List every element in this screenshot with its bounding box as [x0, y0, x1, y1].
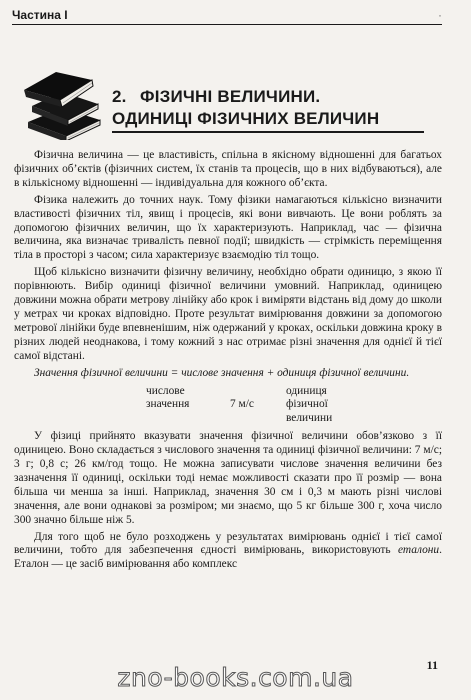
formula-cell	[230, 385, 286, 399]
formula-example-table	[146, 385, 442, 427]
chapter-title	[112, 86, 452, 130]
paragraph-definition: Фізична величина — це властивість, спільна в якісному відношенні для багатьох фізичних об’єктів (фізичних систем, їх станів та процесів, що в них відбуваються), але в кількісному відношенні — індивідуальна для кожного об’єкта.	[14, 149, 442, 189]
formula-statement: Значення фізичної величини = числове значення + одиниця фізичної величини.	[34, 366, 410, 379]
formula-cell: величини	[286, 412, 333, 425]
chapter-body	[14, 149, 442, 575]
formula-cell: одиниця	[286, 384, 327, 397]
title-underline	[112, 131, 424, 133]
formula-cell	[230, 412, 286, 426]
page-number: 11	[426, 658, 438, 672]
paragraph-formula	[14, 367, 442, 381]
etalon-term: еталони	[398, 544, 440, 557]
etalon-text-before: Для того щоб не було розходжень у результатах вимірювань однієї і тієї самої величини, тобто для забезпечення єдності вимірювань, використовують	[14, 530, 442, 557]
paragraph-value-with-unit: У фізиці прийнято вказувати значення фізичної величини обов’язково з її одиницею. Воно складається з числового значення та одиниці фізичної величини: 7 м/с; 3 г; 0,8 с; 26 км/год тощо. Не можна записувати числове значення величини без зазначення її одиниці, оскільки тоді немає можливості сказати про її розмір — вона більша чи менша за інші. Наприклад, значення 30 см і 0,3 м мають різні числові значення, але вони однакові за розміром; ми знаємо, що 5 кг більше 300 г, хоча число 300 значно більше ніж 5.	[14, 430, 442, 526]
paragraph-exact-science: Фізика належить до точних наук. Тому фізики намагаються кількісно визначити властивості фізичних тіл, явищ і процесів, які вони вивчають. Це вони роблять за допомогою фізичних величин, що їх характеризують. Наприклад, час — фізична величина, яка визначає тривалість певної події; швидкість — стрімкість переміщення тіла в просторі з часом; сила характеризує взаємодію тіл тощо.	[14, 193, 442, 262]
paragraph-unit-choice: Щоб кількісно визначити фізичну величину, необхідно обрати одиницю, з якою її порівнюють. Вибір одиниці фізичної величини умовний. Наприклад, одиницею довжини можна обрати метрову лінійку або крок і виміряти відстань від дому до школи у метрах чи кроках відповідно. Проте результат вимірювання довжини за допомогою метрової лінійки буде впевненішим, ніж одержаний у кроках, оскільки довжина кроку в різних людей неоднакова, і тому кожний з нас отримає різні значення для однієї й тієї самої відстані.	[14, 266, 442, 362]
running-head	[12, 8, 442, 25]
chapter-title-line2: ОДИНИЦІ ФІЗИЧНИХ ВЕЛИЧИН	[112, 109, 380, 128]
formula-cell	[146, 412, 230, 426]
books-stack-icon	[22, 70, 104, 140]
formula-cell: числове	[146, 384, 185, 397]
etalon-text-after: . Еталон — це засіб вимірювання або комплекс	[14, 544, 442, 571]
formula-cell: фізичної	[286, 398, 328, 411]
formula-cell: значення	[146, 398, 190, 411]
part-label: Частина I	[12, 8, 68, 22]
running-head-mark: ·	[438, 8, 442, 22]
watermark: zno-books.com.ua	[117, 663, 354, 692]
formula-cell: 7 м/с	[230, 398, 254, 411]
chapter-title-line1: ФІЗИЧНІ ВЕЛИЧИНИ.	[140, 87, 321, 106]
chapter-number: 2.	[112, 87, 127, 106]
paragraph-etalons	[14, 531, 442, 573]
